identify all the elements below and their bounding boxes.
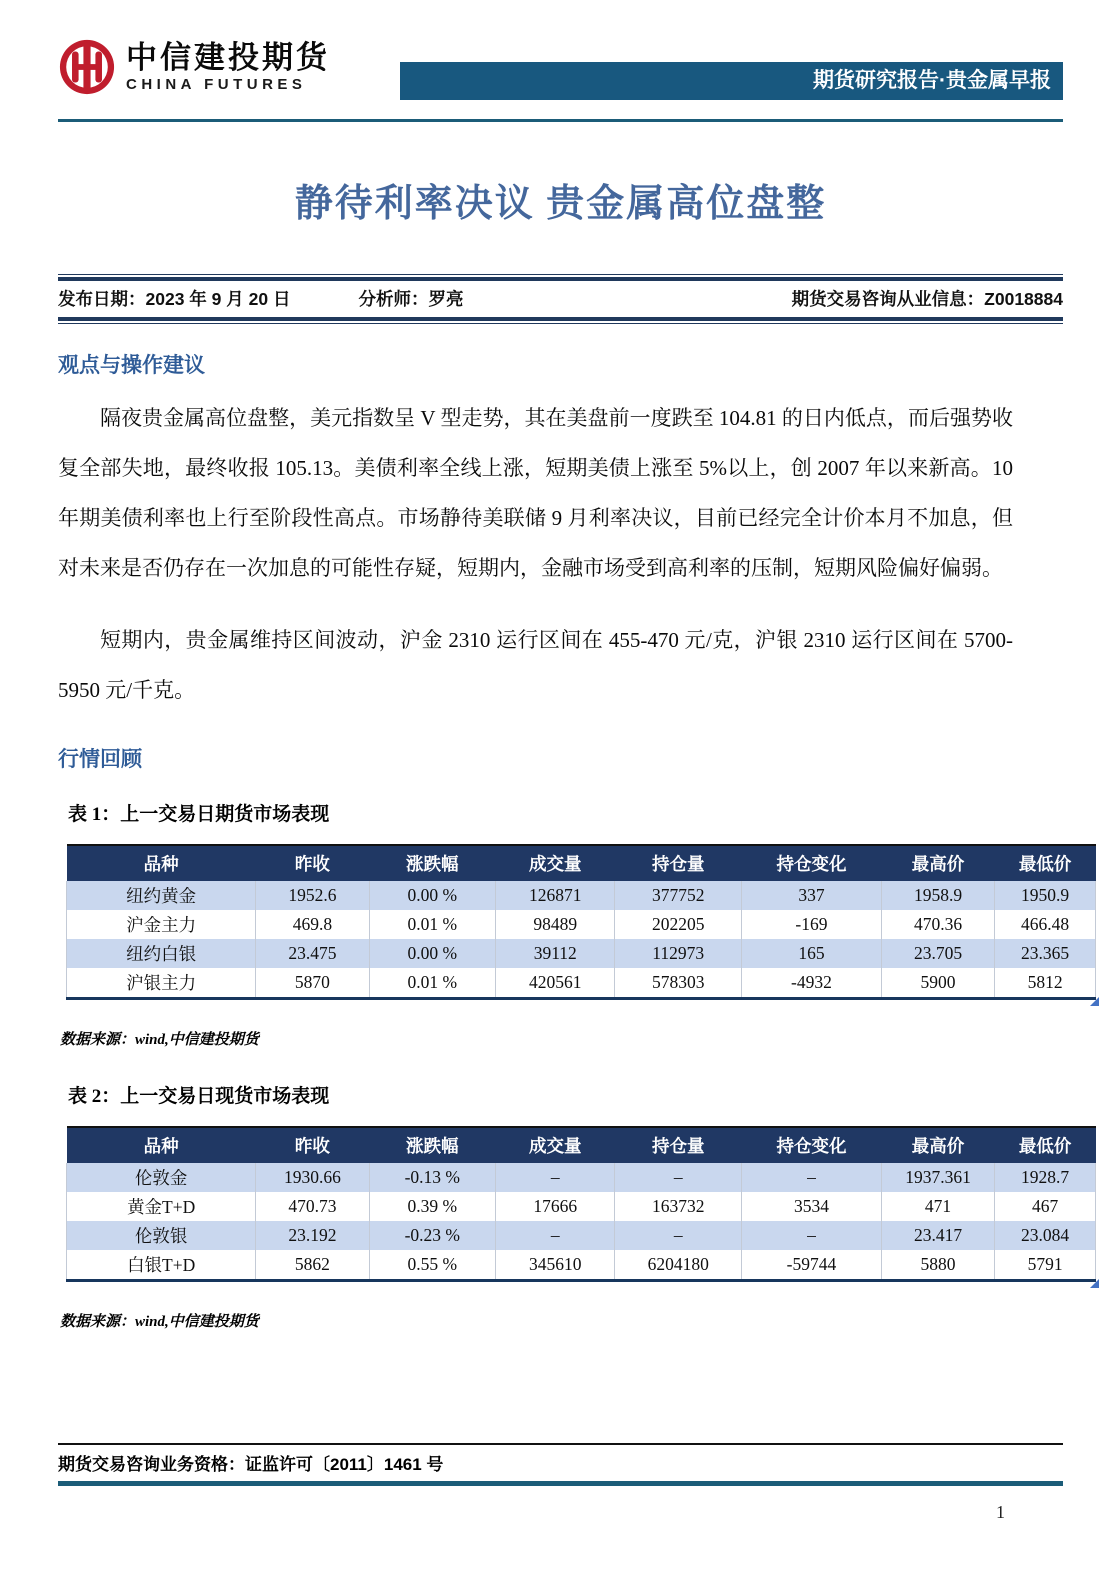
table-cell: 5870 (256, 968, 369, 999)
table-cell: 17666 (496, 1192, 615, 1221)
publish-date: 发布日期：2023 年 9 月 20 日 (58, 289, 291, 309)
table-cell: 98489 (496, 910, 615, 939)
section-heading-viewpoint: 观点与操作建议 (58, 354, 205, 377)
table1-caption: 表 1：上一交易日期货市场表现 (68, 804, 330, 825)
table-cell: 6204180 (615, 1250, 742, 1281)
table1-header-row (67, 845, 1096, 881)
table-row (67, 939, 1096, 968)
report-title: 静待利率决议 贵金属高位盘整 (294, 183, 827, 225)
table-cell: 5862 (256, 1250, 369, 1281)
logo-text (126, 42, 330, 92)
table-cell: 163732 (615, 1192, 742, 1221)
table-cell: 纽约白银 (67, 939, 256, 968)
logo-en-text: CHINA FUTURES (126, 76, 307, 93)
table-cell: 1930.66 (256, 1163, 369, 1192)
table-cell: 202205 (615, 910, 742, 939)
table-cell: 469.8 (256, 910, 369, 939)
business-qualification: 期货交易咨询业务资格：证监许可〔2011〕1461 号 (58, 1455, 444, 1474)
table-cell: -59744 (742, 1250, 882, 1281)
table-cell: 39112 (496, 939, 615, 968)
table-cell: 伦敦银 (67, 1221, 256, 1250)
column-header: 涨跌幅 (369, 845, 496, 881)
table-cell: 23.192 (256, 1221, 369, 1250)
table-cell: 沪金主力 (67, 910, 256, 939)
table-cell: – (615, 1163, 742, 1192)
table1-source-note: 数据来源：wind,中信建投期货 (60, 1032, 259, 1048)
citic-emblem-icon (58, 38, 116, 96)
table-cell: 5900 (881, 968, 994, 999)
table-cell: 467 (995, 1192, 1096, 1221)
section-heading-review: 行情回顾 (58, 748, 142, 771)
table-cell: 5812 (995, 968, 1096, 999)
viewpoint-paragraph-1: 隔夜贵金属高位盘整，美元指数呈 V 型走势，其在美盘前一度跌至 104.81 的日内低点，而后强势收复全部失地，最终收报 105.13。美债利率全线上涨，短期美债上涨至 5%以上，创 2007 年以来新高。10 年期美债利率也上行至阶段性高点。市场静待美联储 9 月利率决议，目前已经完全计价本月不加息，但对未来是否仍存在一次加息的可能性存疑，短期内，金融市场受到高利率的压制，短期风险偏好偏弱。 (58, 406, 1013, 580)
column-header: 成交量 (496, 845, 615, 881)
table-cell: 23.365 (995, 939, 1096, 968)
page-footer (58, 1443, 1063, 1523)
table2-caption: 表 2：上一交易日现货市场表现 (68, 1086, 330, 1107)
analyst-name: 分析师：罗亮 (358, 289, 464, 309)
column-header: 昨收 (256, 1127, 369, 1163)
table-cell: – (496, 1221, 615, 1250)
table-cell: 0.01 % (369, 910, 496, 939)
table-cell: 0.39 % (369, 1192, 496, 1221)
table-cell: 沪银主力 (67, 968, 256, 999)
table-cell: 470.36 (881, 910, 994, 939)
table-cell: 126871 (496, 881, 615, 910)
table-cell: – (496, 1163, 615, 1192)
table-cell: 伦敦金 (67, 1163, 256, 1192)
column-header: 持仓量 (615, 1127, 742, 1163)
column-header: 持仓量 (615, 845, 742, 881)
table-cell: – (742, 1163, 882, 1192)
table-cell: 1928.7 (995, 1163, 1096, 1192)
table-cell: 112973 (615, 939, 742, 968)
table-cell: 377752 (615, 881, 742, 910)
table-cell: 0.00 % (369, 881, 496, 910)
table-cell: -4932 (742, 968, 882, 999)
table-cell: 165 (742, 939, 882, 968)
table-cell: 23.705 (881, 939, 994, 968)
table-cell: 23.417 (881, 1221, 994, 1250)
table-cell: 5791 (995, 1250, 1096, 1281)
table-cell: 0.00 % (369, 939, 496, 968)
table-row (67, 1221, 1096, 1250)
column-header: 昨收 (256, 845, 369, 881)
table-cell: 1958.9 (881, 881, 994, 910)
publication-info-left (58, 281, 463, 317)
column-header: 最高价 (881, 1127, 994, 1163)
futures-market-table (66, 844, 1096, 1000)
table-cell: 23.475 (256, 939, 369, 968)
table-cell: 23.084 (995, 1221, 1096, 1250)
publication-info-bar (58, 277, 1063, 321)
viewpoint-paragraph-2: 短期内，贵金属维持区间波动，沪金 2310 运行区间在 455-470 元/克，沪银 2310 运行区间在 5700-5950 元/千克。 (58, 628, 1013, 702)
table-row (67, 968, 1096, 999)
table-row (67, 881, 1096, 910)
column-header: 成交量 (496, 1127, 615, 1163)
table-cell: 白银T+D (67, 1250, 256, 1281)
table-cell: 466.48 (995, 910, 1096, 939)
table-cell: 纽约黄金 (67, 881, 256, 910)
table-row (67, 910, 1096, 939)
header-divider (58, 119, 1063, 122)
table-cell: 1950.9 (995, 881, 1096, 910)
table-cell: 5880 (881, 1250, 994, 1281)
column-header: 品种 (67, 845, 256, 881)
table-cell: 0.55 % (369, 1250, 496, 1281)
table-row (67, 1163, 1096, 1192)
table-cell: 1937.361 (881, 1163, 994, 1192)
table-row (67, 1250, 1096, 1281)
page-header (58, 38, 1063, 112)
logo-cn-text: 中信建投期货 (126, 40, 330, 75)
table-cell: 1952.6 (256, 881, 369, 910)
page-number: 1 (996, 1502, 1005, 1522)
table-cell: 0.01 % (369, 968, 496, 999)
footer-divider (58, 1481, 1063, 1486)
table-cell: – (742, 1221, 882, 1250)
column-header: 最低价 (995, 1127, 1096, 1163)
table-cell: 345610 (496, 1250, 615, 1281)
company-logo (58, 38, 330, 96)
table-cell: 470.73 (256, 1192, 369, 1221)
table-cell: -169 (742, 910, 882, 939)
table-cell: -0.13 % (369, 1163, 496, 1192)
table2-wrap (66, 1126, 1096, 1282)
table-cell: – (615, 1221, 742, 1250)
column-header: 持仓变化 (742, 1127, 882, 1163)
column-header: 品种 (67, 1127, 256, 1163)
table-cell: 420561 (496, 968, 615, 999)
table-cell: 3534 (742, 1192, 882, 1221)
table-row (67, 1192, 1096, 1221)
column-header: 最高价 (881, 845, 994, 881)
table1-wrap (66, 844, 1096, 1000)
table2-source-note: 数据来源：wind,中信建投期货 (60, 1314, 259, 1330)
spot-market-table (66, 1126, 1096, 1282)
table-cell: 黄金T+D (67, 1192, 256, 1221)
table-cell: 471 (881, 1192, 994, 1221)
column-header: 持仓变化 (742, 845, 882, 881)
table-cell: 578303 (615, 968, 742, 999)
table-cell: 337 (742, 881, 882, 910)
column-header: 最低价 (995, 845, 1096, 881)
column-header: 涨跌幅 (369, 1127, 496, 1163)
report-type-banner: 期货研究报告·贵金属早报 (400, 62, 1063, 100)
table-cell: -0.23 % (369, 1221, 496, 1250)
license-info: 期货交易咨询从业信息：Z0018884 (791, 289, 1063, 309)
table2-header-row (67, 1127, 1096, 1163)
